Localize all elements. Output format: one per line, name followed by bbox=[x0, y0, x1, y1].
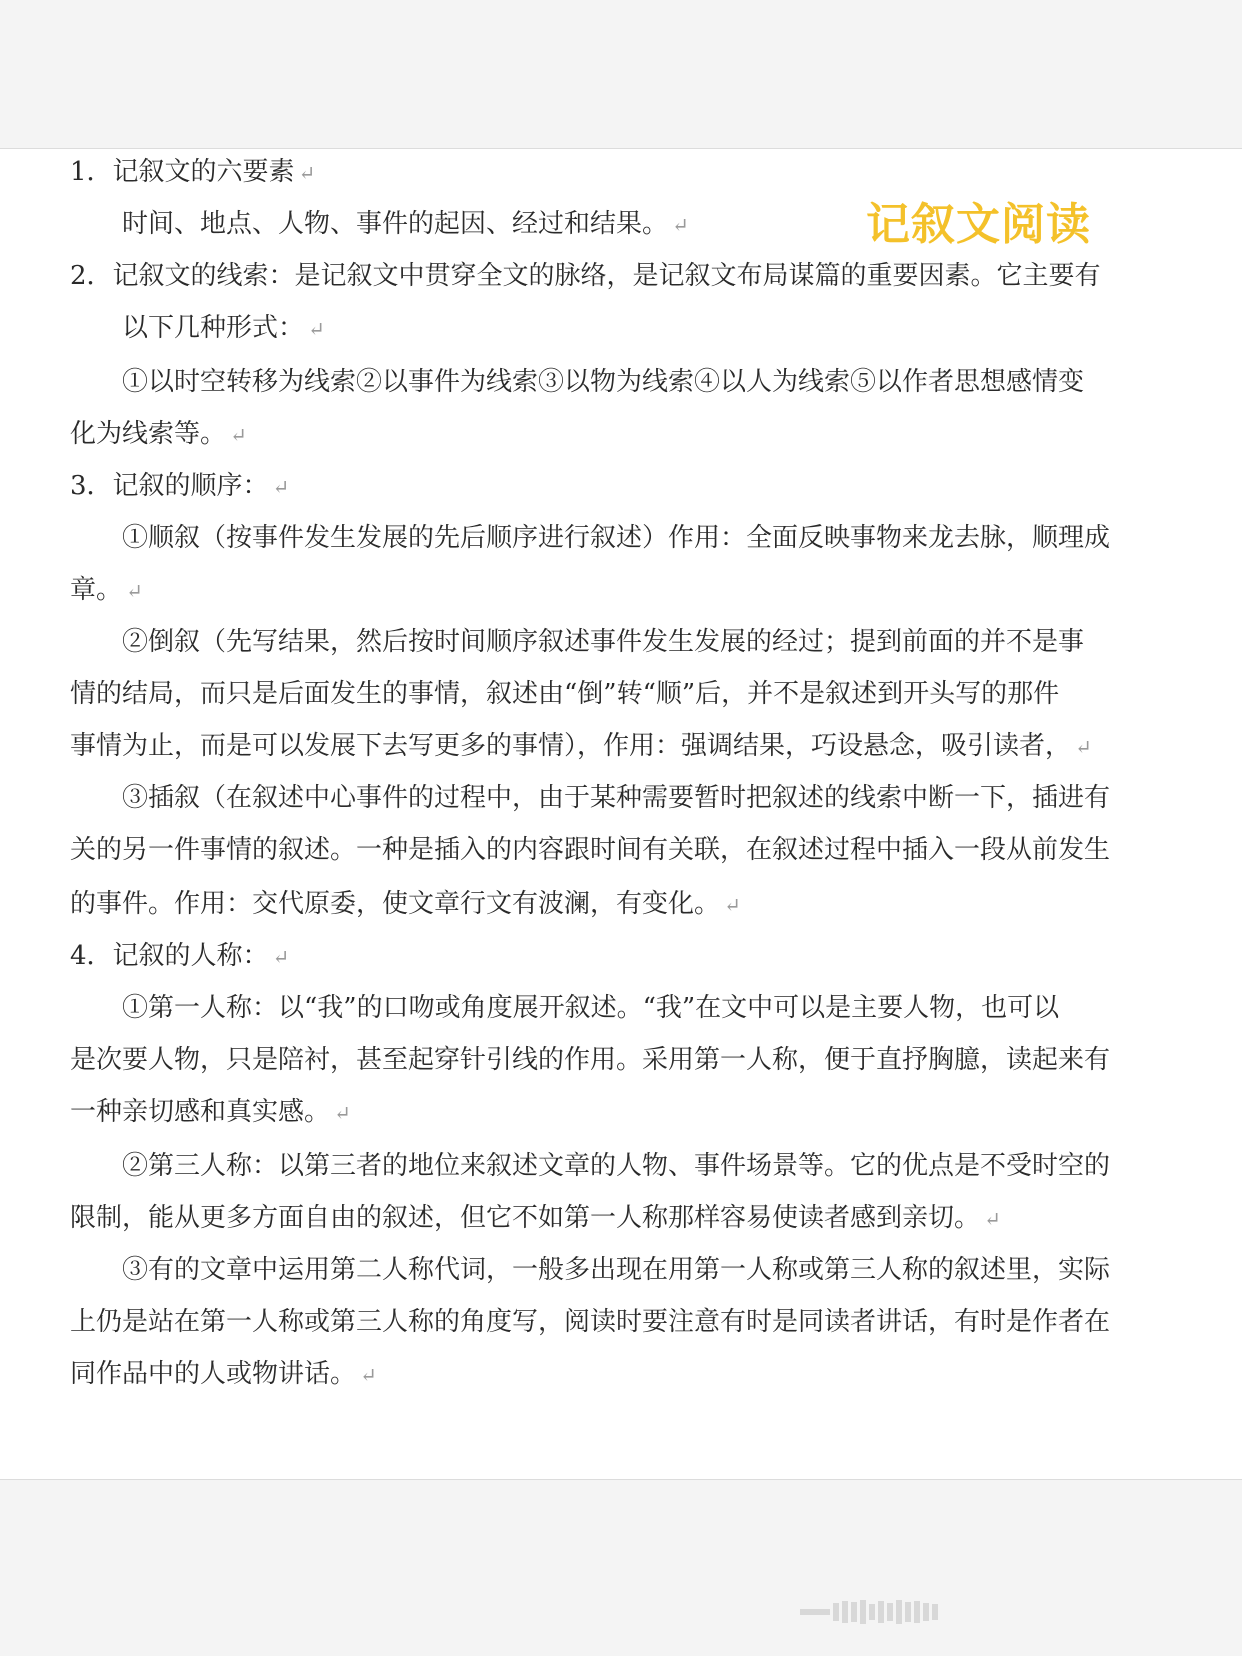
text-line: 事情为止，而是可以发展下去写更多的事情），作用：强调结果，巧设悬念，吸引读者， ↵ bbox=[70, 731, 1092, 761]
text-line: 化为线索等。 ↵ bbox=[70, 419, 247, 449]
text-line: ①以时空转移为线索②以事件为线索③以物为线索④以人为线索⑤以作者思想感情变 bbox=[122, 367, 1085, 397]
text-line: ①顺叙（按事件发生发展的先后顺序进行叙述）作用：全面反映事物来龙去脉，顺理成 bbox=[122, 523, 1111, 553]
heading-2: 2．记叙文的线索：是记叙文中贯穿全文的脉络，是记叙文布局谋篇的重要因素。它主要有 bbox=[70, 261, 1101, 291]
heading-1: 1．记叙文的六要素 ↵ bbox=[70, 157, 316, 187]
text-line: ②倒叙（先写结果，然后按时间顺序叙述事件发生发展的经过；提到前面的并不是事 bbox=[122, 627, 1085, 657]
paragraph-mark-icon: ↵ bbox=[272, 945, 290, 969]
text-line: 一种亲切感和真实感。 ↵ bbox=[70, 1097, 351, 1127]
paragraph-mark-icon: ↵ bbox=[724, 893, 741, 917]
text-line: 的事件。作用：交代原委，使文章行文有波澜，有变化。 ↵ bbox=[70, 889, 741, 919]
text-line: ①第一人称：以“我”的口吻或角度展开叙述。“我”在文中可以是主要人物，也可以 bbox=[122, 993, 1060, 1023]
paragraph-mark-icon: ↵ bbox=[984, 1207, 1001, 1231]
text-line: ②第三人称：以第三者的地位来叙述文章的人物、事件场景等。它的优点是不受时空的 bbox=[122, 1151, 1111, 1181]
text-line: 章。 ↵ bbox=[70, 575, 143, 605]
paragraph-mark-icon: ↵ bbox=[672, 213, 689, 237]
text-line: 以下几种形式： ↵ bbox=[122, 313, 325, 343]
watermark-logo-icon bbox=[800, 1600, 938, 1624]
text-line: ③插叙（在叙述中心事件的过程中，由于某种需要暂时把叙述的线索中断一下，插进有 bbox=[122, 783, 1111, 813]
watermark-title: 记叙文阅读 bbox=[866, 199, 1091, 250]
paragraph-mark-icon: ↵ bbox=[334, 1101, 351, 1125]
text-line: 限制，能从更多方面自由的叙述，但它不如第一人称那样容易使读者感到亲切。 ↵ bbox=[70, 1203, 1001, 1233]
heading-3: 3．记叙的顺序： ↵ bbox=[70, 471, 290, 501]
text-line: 关的另一件事情的叙述。一种是插入的内容跟时间有关联，在叙述过程中插入一段从前发生 bbox=[70, 835, 1111, 865]
paragraph-mark-icon: ↵ bbox=[308, 317, 325, 341]
paragraph-mark-icon: ↵ bbox=[1075, 735, 1092, 759]
text-line: 是次要人物，只是陪衬，甚至起穿针引线的作用。采用第一人称，便于直抒胸臆，读起来有 bbox=[70, 1045, 1111, 1075]
text-line: ③有的文章中运用第二人称代词，一般多出现在用第一人称或第三人称的叙述里，实际 bbox=[122, 1255, 1111, 1285]
paragraph-mark-icon: ↵ bbox=[360, 1363, 377, 1387]
paragraph-mark-icon: ↵ bbox=[298, 161, 316, 185]
paragraph-mark-icon: ↵ bbox=[230, 423, 247, 447]
text-line: 时间、地点、人物、事件的起因、经过和结果。 ↵ bbox=[122, 209, 689, 239]
paragraph-mark-icon: ↵ bbox=[272, 475, 290, 499]
paragraph-mark-icon: ↵ bbox=[126, 579, 143, 603]
text-line: 情的结局，而只是后面发生的事情，叙述由“倒”转“顺”后，并不是叙述到开头写的那件 bbox=[70, 679, 1060, 709]
heading-4: 4．记叙的人称： ↵ bbox=[70, 941, 290, 971]
text-line: 同作品中的人或物讲话。 ↵ bbox=[70, 1359, 377, 1389]
text-line: 上仍是站在第一人称或第三人称的角度写，阅读时要注意有时是同读者讲话，有时是作者在 bbox=[70, 1307, 1111, 1337]
